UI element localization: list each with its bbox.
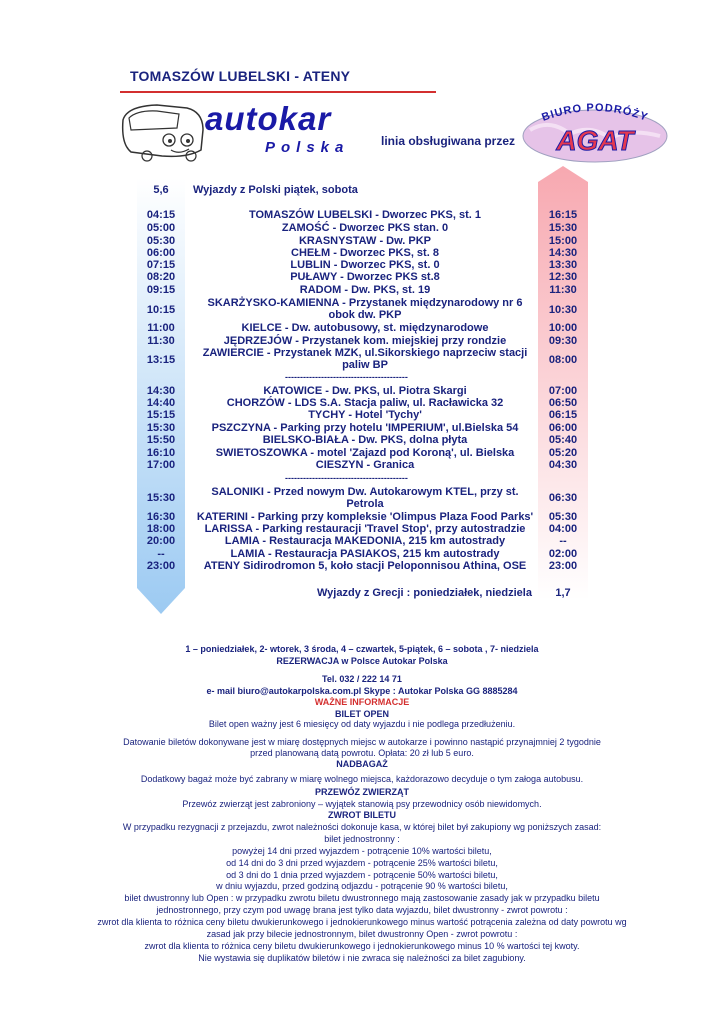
return-time: 16:15 bbox=[548, 209, 578, 221]
stop-name: RADOM - Dw. PKS, st. 19 bbox=[299, 284, 431, 296]
departure-time: 15:30 bbox=[146, 492, 176, 504]
departure-time: 15:15 bbox=[146, 409, 176, 421]
stop-name: PSZCZYNA - Parking przy hotelu 'IMPERIUM', ul.Bielska 54 bbox=[211, 422, 519, 434]
luggage-heading: NADBAGAŻ bbox=[336, 759, 388, 769]
return-time: 15:00 bbox=[548, 235, 578, 247]
return-time: 12:30 bbox=[548, 271, 578, 283]
stop-name: SWIETOSZOWKA - motel 'Zajazd pod Koroną', ul. Bielska bbox=[215, 447, 515, 459]
day-legend: 1 – poniedziałek, 2- wtorek, 3 środa, 4 – czwartek, 5-piątek, 6 – sobota , 7- niedziela bbox=[185, 644, 539, 654]
return-time: -- bbox=[559, 535, 567, 547]
refund-text: od 3 dni do 1 dnia przed wyjazdem - potrącenie 50% wartości biletu, bbox=[226, 870, 498, 880]
title-underline bbox=[120, 91, 436, 93]
return-time: 06:50 bbox=[548, 397, 578, 409]
departure-time: 08:20 bbox=[146, 271, 176, 283]
departure-time: 05:30 bbox=[146, 235, 176, 247]
outbound-days: 5,6 bbox=[153, 184, 169, 196]
section-separator: ----------------------------------------- bbox=[285, 473, 408, 483]
stop-name: CIESZYN - Granica bbox=[315, 459, 415, 471]
refund-text: zasad jak przy bilecie jednostronnym, bilet dwustronny Open - zwrot powrotu : bbox=[206, 929, 518, 939]
departure-time: 15:30 bbox=[146, 422, 176, 434]
return-time: 04:30 bbox=[548, 459, 578, 471]
departure-time: 16:30 bbox=[146, 511, 176, 523]
departure-time: 18:00 bbox=[146, 523, 176, 535]
animals-heading: PRZEWÓZ ZWIERZĄT bbox=[315, 787, 409, 797]
stop-name: PUŁAWY - Dworzec PKS st.8 bbox=[290, 271, 440, 283]
refund-text: w dniu wyjazdu, przed godziną odjazdu - potrącenie 90 % wartości biletu, bbox=[216, 881, 508, 891]
stop-name: LAMIA - Restauracja PASIAKOS, 215 km autostrady bbox=[230, 548, 500, 560]
luggage-text: Dodatkowy bagaż może być zabrany w miarę wolnego miejsca, każdorazowo decyduje o tym załoga autobusu. bbox=[140, 774, 584, 784]
departure-time: 11:30 bbox=[147, 335, 175, 347]
refund-text: bilet dwustronny lub Open : w przypadku zwrotu biletu dwustronnego mają zastosowanie zasady jak w przypadku biletu bbox=[124, 893, 600, 903]
return-text: Wyjazdy z Grecji : poniedziałek, niedziela bbox=[317, 587, 532, 599]
stop-name: KRASNYSTAW - Dw. PKP bbox=[298, 235, 431, 247]
stop-name: KATOWICE - Dw. PKS, ul. Piotra Skargi bbox=[263, 385, 467, 397]
return-time: 06:30 bbox=[548, 492, 578, 504]
departure-time: 20:00 bbox=[146, 535, 176, 547]
stop-name: KIELCE - Dw. autobusowy, st. międzynarodowe bbox=[241, 322, 489, 334]
return-time: 09:30 bbox=[548, 335, 578, 347]
polska-logo-text: Polska bbox=[265, 139, 350, 156]
departure-time: 14:40 bbox=[146, 397, 176, 409]
return-time: 06:15 bbox=[548, 409, 578, 421]
stop-name: ZAWIERCIE - Przystanek MZK, ul.Sikorskiego naprzeciw stacji paliw BP bbox=[202, 347, 528, 371]
stop-name: SKARŻYSKO-KAMIENNA - Przystanek międzynarodowy nr 6 obok dw. PKP bbox=[207, 297, 523, 321]
return-time: 08:00 bbox=[548, 354, 578, 366]
refund-text: Nie wystawia się duplikatów biletów i nie zwraca się należności za bilet zagubiony. bbox=[198, 953, 526, 963]
animals-text: Przewóz zwierząt jest zabroniony – wyjątek stanowią psy przewodnicy osób niewidomych. bbox=[182, 799, 542, 809]
refund-text: bilet jednostronny : bbox=[324, 834, 400, 844]
return-time: 10:30 bbox=[548, 304, 578, 316]
reservation-label: REZERWACJA w Polsce Autokar Polska bbox=[276, 656, 448, 666]
stop-name: KATERINI - Parking przy kompleksie 'Olimpus Plaza Food Parks' bbox=[196, 511, 534, 523]
return-time: 13:30 bbox=[548, 259, 578, 271]
departure-time: 10:15 bbox=[146, 304, 176, 316]
refund-text: od 14 dni do 3 dni przed wyjazdem - potrącenie 25% wartości biletu, bbox=[226, 858, 498, 868]
outbound-text: Wyjazdy z Polski piątek, sobota bbox=[193, 184, 358, 196]
refund-text: powyżej 14 dni przed wyjazdem - potrącenie 10% wartości biletu, bbox=[232, 846, 492, 856]
open-ticket-text: Bilet open ważny jest 6 miesięcy od daty wyjazdu i nie podlega przedłużeniu. bbox=[208, 719, 516, 729]
departure-time: 04:15 bbox=[146, 209, 176, 221]
refund-text: zwrot dla klienta to różnica ceny biletu dwukierunkowego i jednokierunkowego minus 10 % wartości tej kwoty. bbox=[144, 941, 580, 951]
refund-text: W przypadku rezygnacji z przejazdu, zwrot należności dokonuje kasa, w której bilet był zakupiony wg poniższych zasad: bbox=[122, 822, 602, 832]
contact-email: e- mail biuro@autokarpolska.com.pl Skype : Autokar Polska GG 8885284 bbox=[206, 686, 518, 696]
return-time: 05:20 bbox=[548, 447, 578, 459]
stop-name: ZAMOŚĆ - Dworzec PKS stan. 0 bbox=[281, 222, 449, 234]
return-time: 14:30 bbox=[548, 247, 578, 259]
departure-time: 05:00 bbox=[146, 222, 176, 234]
departure-time: 16:10 bbox=[146, 447, 176, 459]
stop-name: JĘDRZEJÓW - Przystanek kom. miejskiej przy rondzie bbox=[223, 335, 507, 347]
departure-time: 13:15 bbox=[146, 354, 176, 366]
section-separator: ----------------------------------------- bbox=[285, 372, 408, 382]
return-time: 06:00 bbox=[548, 422, 578, 434]
refund-text: jednostronnego, przy czym pod uwagę brana jest tylko data wyjazdu, bilet dwustronny - zwrot powrotu : bbox=[156, 905, 568, 915]
open-ticket-text: przed planowaną datą powrotu. Opłata: 20 zł lub 5 euro. bbox=[250, 748, 474, 758]
departure-time: 11:00 bbox=[147, 322, 175, 334]
open-ticket-text: Datowanie biletów dokonywane jest w miarę dostępnych miejsc w autokarze i powinno nastąpić przynajmniej 2 tygodnie bbox=[123, 737, 601, 747]
route-title: TOMASZÓW LUBELSKI - ATENY bbox=[130, 68, 351, 84]
return-time: 04:00 bbox=[548, 523, 578, 535]
departure-time: 09:15 bbox=[146, 284, 176, 296]
agat-logo-icon bbox=[510, 100, 680, 164]
return-time: 15:30 bbox=[548, 222, 578, 234]
stop-name: LARISSA - Parking restauracji 'Travel Stop', przy autostradzie bbox=[204, 523, 526, 535]
agat-name: AGAT bbox=[556, 125, 634, 156]
refund-heading: ZWROT BILETU bbox=[328, 810, 396, 820]
phone-number: Tel. 032 / 222 14 71 bbox=[322, 674, 402, 684]
agat-arc-text: BIURO PODRÓŻY bbox=[540, 101, 650, 124]
stop-name: TYCHY - Hotel 'Tychy' bbox=[308, 409, 422, 421]
important-heading: WAŻNE INFORMACJE bbox=[314, 697, 410, 707]
stop-name: TOMASZÓW LUBELSKI - Dworzec PKS, st. 1 bbox=[248, 209, 482, 221]
refund-text: zwrot dla klienta to różnica ceny biletu dwukierunkowego i jednokierunkowego minus wartość potrącenia zależna od daty powrotu wg bbox=[97, 917, 627, 927]
stop-name: CHEŁM - Dworzec PKS, st. 8 bbox=[291, 247, 439, 259]
served-by-label: linia obsługiwana przez bbox=[381, 134, 516, 148]
departure-time: -- bbox=[157, 548, 165, 560]
return-time: 02:00 bbox=[548, 548, 578, 560]
stop-name: ATENY Sidirodromon 5, koło stacji Peloponnisou Athina, OSE bbox=[203, 560, 527, 572]
stop-name: SALONIKI - Przed nowym Dw. Autokarowym KTEL, przy st. Petrola bbox=[211, 486, 519, 510]
stop-name: LAMIA - Restauracja MAKEDONIA, 215 km autostrady bbox=[224, 535, 506, 547]
departure-time: 15:50 bbox=[146, 434, 176, 446]
departure-time: 07:15 bbox=[146, 259, 176, 271]
departure-time: 17:00 bbox=[146, 459, 176, 471]
open-ticket-heading: BILET OPEN bbox=[334, 709, 389, 719]
autokar-logo-text: autokar bbox=[205, 100, 332, 137]
stop-name: BIELSKO-BIAŁA - Dw. PKS, dolna płyta bbox=[262, 434, 468, 446]
stop-name: CHORZÓW - LDS S.A. Stacja paliw, ul. Racławicka 32 bbox=[226, 397, 504, 409]
departure-time: 14:30 bbox=[146, 385, 176, 397]
return-time: 05:30 bbox=[548, 511, 578, 523]
stop-name: LUBLIN - Dworzec PKS, st. 0 bbox=[290, 259, 440, 271]
departure-time: 23:00 bbox=[146, 560, 176, 572]
return-days: 1,7 bbox=[555, 587, 571, 599]
return-time: 05:40 bbox=[548, 434, 578, 446]
departure-time: 06:00 bbox=[146, 247, 176, 259]
return-time: 23:00 bbox=[548, 560, 578, 572]
return-time: 07:00 bbox=[548, 385, 578, 397]
return-time: 10:00 bbox=[548, 322, 578, 334]
return-time: 11:30 bbox=[549, 284, 577, 296]
